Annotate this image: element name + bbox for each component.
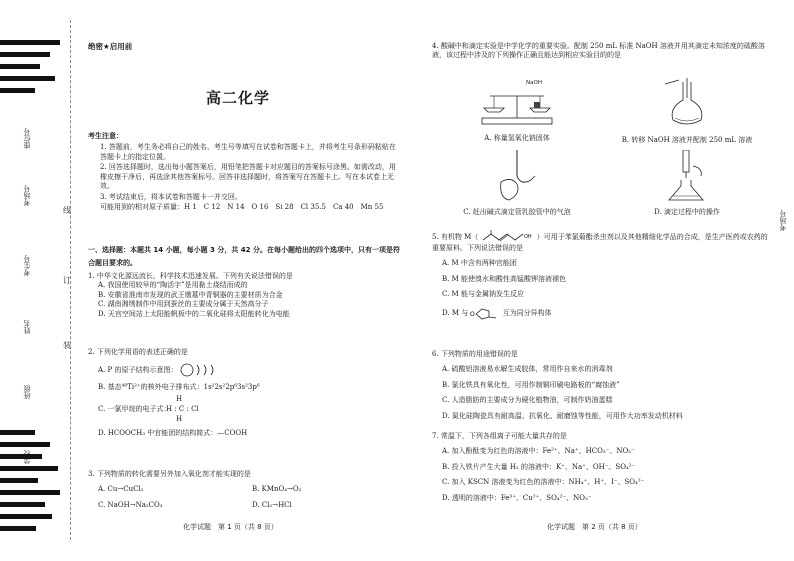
naoh-label: NaOH: [526, 80, 542, 86]
binding-strip: [0, 0, 78, 561]
binding-bar: [0, 454, 42, 459]
option-c: [98, 394, 406, 423]
option: [442, 306, 772, 320]
option: D. 氮化硅陶瓷具有耐高温、抗氧化、耐磨蚀等性能，可用作大功率发动机材料: [442, 411, 683, 420]
binding-bar: [0, 430, 35, 435]
binding-bar: [0, 502, 45, 507]
notice-item: 3. 考试结束后，将本试卷和答题卡一并交回。: [100, 192, 242, 201]
class-label: 班级: [23, 385, 31, 399]
electron-formula: H : C : Cl: [166, 404, 199, 413]
option: A. 我国使用较早的“陶活字”是用黏土烧结而成的: [98, 281, 248, 290]
question-1: [88, 272, 406, 319]
cut-line: [70, 20, 71, 540]
name-label: 姓名: [23, 320, 31, 334]
option: D. HCOOCH₃ 中官能团的结构简式：—COOH: [98, 428, 248, 437]
notice-heading: 考生注意：: [88, 132, 123, 140]
option-text: 互为同分异构体: [502, 308, 552, 317]
exam-room-label: 考场号: [23, 185, 31, 206]
option-text: C. 一氯甲烷的电子式：: [98, 404, 171, 413]
binding-bar: [0, 76, 55, 81]
option: B. 基态⁴⁸Ti²⁺的核外电子排布式：1s²2s²2p⁶3s²3p⁶: [98, 383, 260, 392]
question-stem: 4. 酸碱中和滴定实验是中学化学的重要实验。配制 250 mL 标准 NaOH 溶液并用其滴定未知浓度的硫酸溶液，该过程中涉及的下列操作正确且能达到相应实验目的的是: [432, 42, 765, 60]
notice-item: 1. 答题前，考生务必将自己的姓名、考生号等填写在试卷和答题卡上，并将考生号条形码粘贴在答题卡上的指定位置。: [100, 143, 396, 161]
section-heading: 一、选择题：本题共 14 小题，每小题 3 分，共 42 分。在每小题给出的四个选项中，只有一项是符合题目要求的。: [88, 246, 400, 267]
balance-icon: [472, 80, 562, 128]
question-4-stem: [432, 42, 772, 61]
option: B. KMnO₄→O₂: [252, 485, 302, 494]
electron-formula-h: H: [176, 394, 183, 403]
question-stem: 2. 下列化学用语的表述正确的是: [88, 348, 188, 356]
svg-text:O: O: [470, 310, 476, 318]
option: D. 透明的溶液中：Fe³⁺、Cu²⁺、SO₄²⁻、NO₃⁻: [442, 493, 592, 502]
binding-bar: [0, 478, 38, 483]
page-title: 高二化学: [205, 89, 270, 107]
atom-structure-diagram: [180, 363, 222, 377]
figure-caption: B. 转移 NaOH 溶液并配制 250 mL 溶液: [621, 136, 753, 144]
question-5: [432, 230, 772, 320]
seat-number-label: 座位号: [23, 128, 31, 149]
option: C. M 能与金属钠发生反应: [442, 290, 524, 299]
svg-text:OH: OH: [523, 234, 532, 240]
question-6: [432, 350, 772, 421]
option: [98, 363, 406, 377]
option: C. 加入 KSCN 溶液变为红色的溶液中：NH₄⁺、H⁺、I⁻、SO₄²⁻: [442, 478, 645, 487]
page-1: [88, 0, 408, 561]
option-row: [98, 501, 406, 510]
option: B. M 能使溴水和酸性高锰酸钾溶液褪色: [442, 274, 566, 283]
question-stem: 7. 常温下，下列各组离子可能大量共存的是: [432, 432, 567, 440]
page-footer: 化学试题 第 2 页（共 8 页）: [547, 523, 642, 531]
binding-bar: [0, 442, 50, 447]
figure-d: [612, 150, 762, 217]
option: A. M 中含有两种官能团: [442, 259, 517, 268]
organic-structure-m: [481, 230, 535, 244]
seal-char-bind: 订: [63, 276, 71, 285]
option-text: A. P 的原子结构示意图：: [98, 366, 178, 375]
option: B. 投入铁片产生大量 H₂ 的溶液中：K⁺、Na⁺、OH⁻、SO₄²⁻: [442, 462, 636, 471]
question-stem: 3. 下列物质的转化需要另外加入氧化剂才能实现的是: [88, 470, 251, 478]
option-text: D. M 与: [442, 308, 469, 317]
notice-block: [88, 132, 398, 214]
page-2: [432, 0, 772, 561]
question-stem: 6. 下列物质的用途错误的是: [432, 350, 518, 358]
option: C. 人造脂肪的主要成分为硬化植物油，可制作奶油蛋糕: [442, 396, 613, 405]
binding-bar: [0, 490, 60, 495]
option: B. 氯化铁具有氧化性，可用作制铜印刷电路板的“腐蚀液”: [442, 380, 620, 389]
candidate-number-label: 考生号: [23, 255, 31, 276]
right-exam-room-label: 考场号: [779, 210, 787, 231]
option: D. Cl₂→HCl: [252, 500, 292, 509]
option: B. 安徽省淮南市发现的武王墩墓中青铜器的主要材质为合金: [98, 290, 283, 299]
electron-formula-h: H: [176, 414, 183, 423]
seal-char-line: 线: [63, 206, 71, 215]
option: A. 硫酸铝溶液易水解生成胶体，常用作自来水的消毒剂: [442, 365, 613, 374]
figure-a: [442, 80, 592, 143]
binding-bar: [0, 88, 35, 93]
seal-char-pack: 装: [63, 341, 71, 350]
stem-text: ）可用于苯氯菊酯杀虫剂以及其他精细化学品的合成，是生产医药或农药的重要原料。下列说法错误的是: [432, 233, 768, 252]
question-stem: 1. 中华文化源远流长，科学技术迅速发展。下列有关说法错误的是: [88, 272, 293, 280]
binding-bar: [0, 52, 50, 57]
option: C. 湖南湘绣制作中用到蚕丝的主要成分属于天然高分子: [98, 300, 269, 309]
page-footer: 化学试题 第 1 页（共 8 页）: [183, 523, 278, 531]
question-3: [88, 470, 406, 510]
question-stem: [432, 230, 772, 253]
binding-bar: [0, 526, 36, 531]
secret-label: 绝密★启用前: [88, 42, 133, 51]
figure-c: [442, 150, 592, 217]
notice-item: 可能用到的相对原子质量：H 1 C 12 N 14 O 16 Si 28 Cl 35.5 Ca 40 Mn 55: [100, 203, 384, 212]
option-row: [98, 485, 406, 494]
titration-flask-icon: [657, 150, 717, 204]
volumetric-flask-icon: [657, 78, 717, 130]
figure-caption: A. 称量氢氧化钠固体: [484, 134, 550, 142]
notice-item: 2. 回答选择题时，选出每小题答案后，用铅笔把答题卡对应题目的答案标号涂黑。如需改动，用橡皮擦干净后，再选涂其他答案标号。回答非选择题时，将答案写在答题卡上。写在本试卷上无效。: [100, 163, 396, 191]
binding-bar: [0, 466, 58, 471]
stem-text: 5. 有机物 M（: [432, 233, 479, 241]
burette-hand-icon: [487, 150, 547, 204]
binding-bar: [0, 514, 52, 519]
figure-caption: D. 滴定过程中的操作: [654, 208, 720, 216]
binding-bar: [0, 64, 40, 69]
option: D. 天宫空间站上太阳能帆板中的二氧化硅将太阳能转化为电能: [98, 309, 290, 318]
cyclic-ether-structure: [470, 306, 500, 320]
option: C. NaOH→Na₂CO₃: [98, 500, 163, 509]
option: A. 加入酚酞变为红色的溶液中：Fe²⁺、Na⁺、HCO₃⁻、NO₃⁻: [442, 447, 635, 456]
school-label: 学校: [23, 450, 31, 464]
question-7: [432, 432, 772, 503]
figure-b: [612, 78, 762, 145]
binding-bar: [0, 40, 60, 45]
question-2: [88, 348, 406, 438]
figure-caption: C. 赶出碱式滴定管乳胶管中的气泡: [463, 208, 571, 216]
option: A. Cu→CuCl₂: [98, 485, 144, 494]
